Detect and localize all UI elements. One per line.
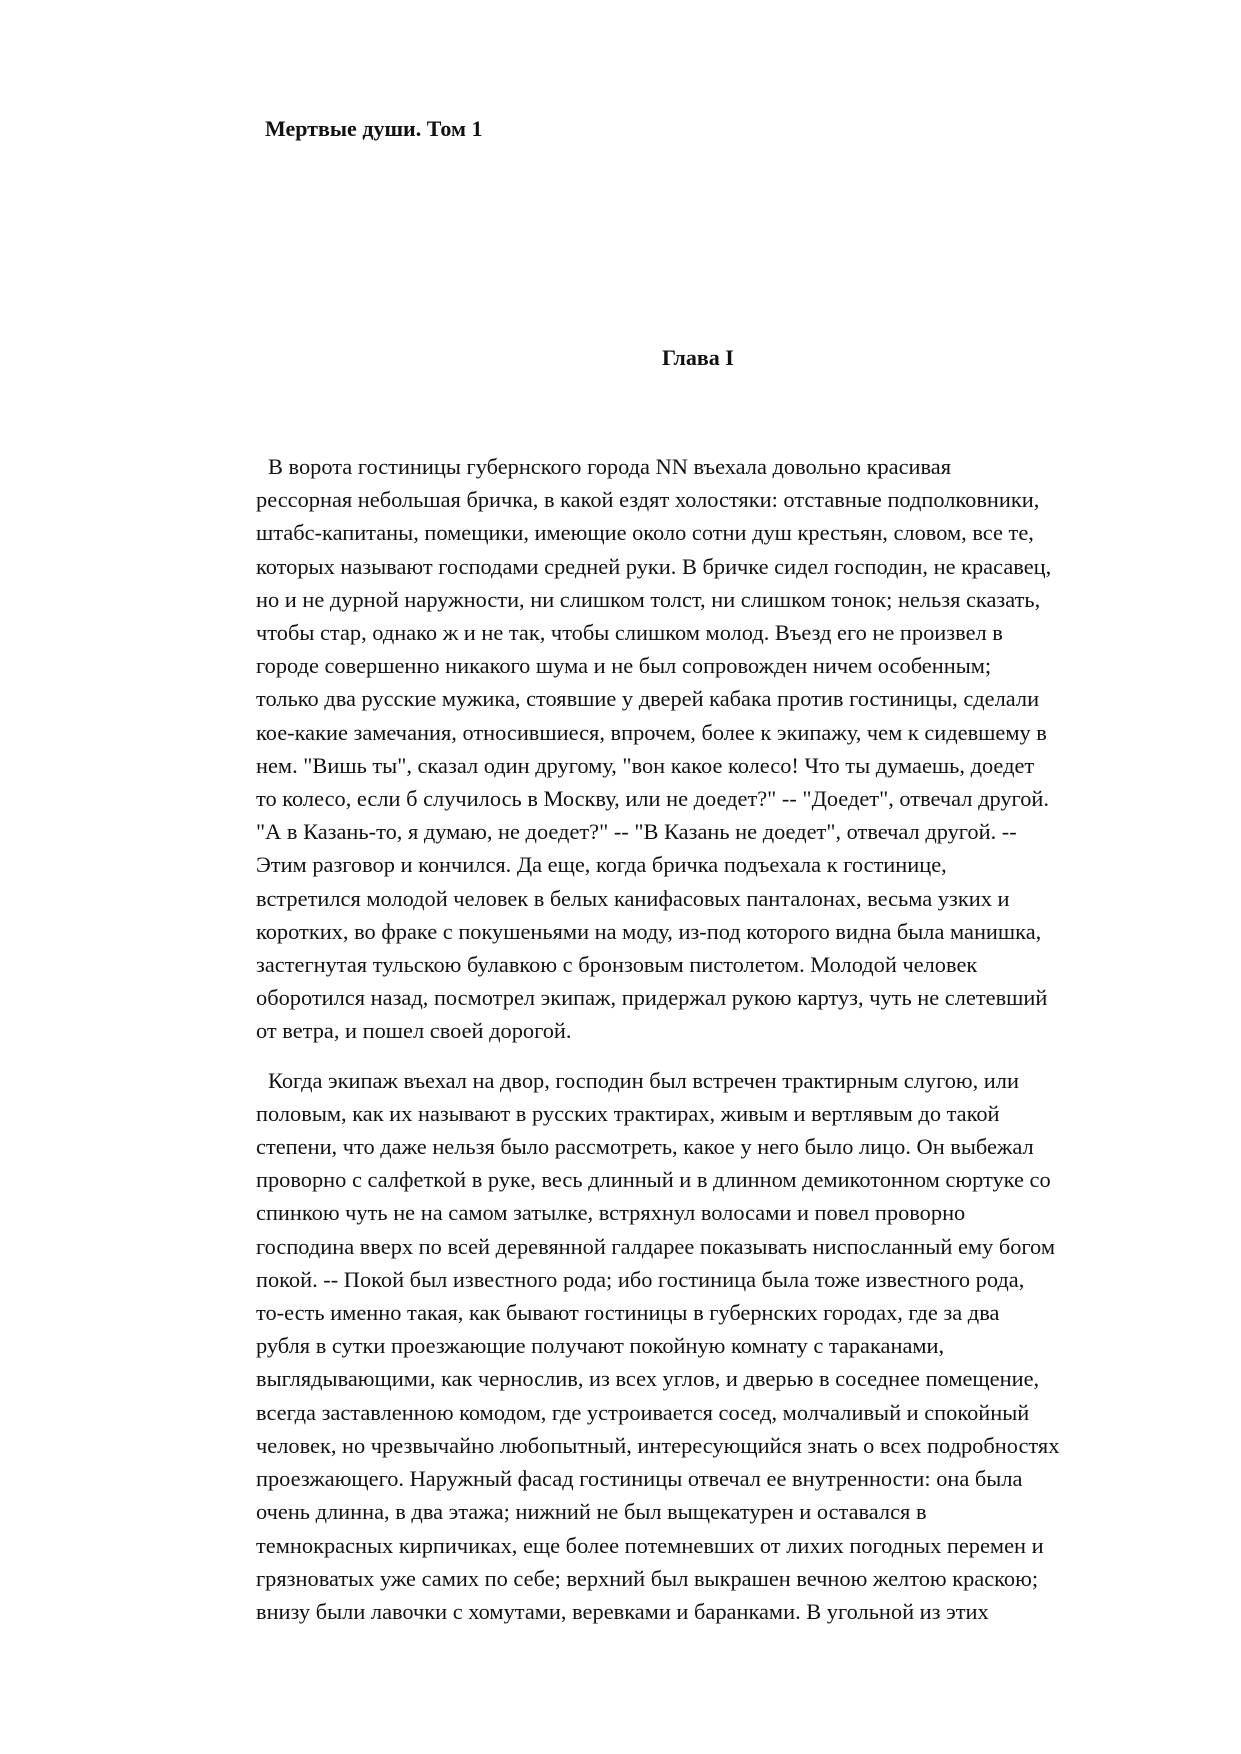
chapter-body — [256, 450, 1156, 1628]
text-line: человек, но чрезвычайно любопытный, интересующийся знать о всех подробностях — [256, 1432, 1060, 1458]
text-line: "А в Казань-то, я думаю, не доедет?" -- "В Казань не доедет", отвечал другой. -- — [256, 819, 1017, 845]
text-line: господина вверх по всей деревянной галдарее показывать ниспосланный ему богом — [256, 1233, 1055, 1259]
text-line: кое-какие замечания, относившиеся, впрочем, более к экипажу, чем к сидевшему в — [256, 719, 1047, 745]
book-title: Мертвые души. Том 1 — [265, 116, 483, 141]
text-line: чтобы стар, однако ж и не так, чтобы слишком молод. Въезд его не произвел в — [256, 620, 1003, 646]
text-line: спинкою чуть не на самом затылке, встряхнул волосами и повел проворно — [256, 1200, 966, 1226]
text-line: степени, что даже нельзя было рассмотреть, какое у него было лицо. Он выбежал — [256, 1134, 1034, 1160]
text-line: городе совершенно никакого шума и не был сопровожден ничем особенным; — [256, 653, 992, 679]
text-line: внизу были лавочки с хомутами, веревками и баранками. В угольной из этих — [256, 1598, 989, 1624]
text-line: грязноватых уже самих по себе; верхний был выкрашен вечною желтою краскою; — [256, 1565, 1039, 1591]
text-line: то-есть именно такая, как бывают гостиницы в губернских городах, где за два — [256, 1300, 1000, 1326]
chapter-title: Глава I — [662, 345, 734, 370]
text-line: которых называют господами средней руки. В бричке сидел господин, не красавец, — [256, 553, 1052, 579]
text-line: проворно с салфеткой в руке, весь длинный и в длинном демикотонном сюртуке со — [256, 1167, 1051, 1193]
text-line: рубля в сутки проезжающие получают покойную комнату с тараканами, — [256, 1333, 945, 1359]
text-line: встретился молодой человек в белых канифасовых панталонах, весьма узких и — [256, 885, 1010, 911]
text-line: проезжающего. Наружный фасад гостиницы отвечал ее внутренности: она была — [256, 1466, 1023, 1492]
text-line: то колесо, если б случилось в Москву, или не доедет?" -- "Доедет", отвечал другой. — [256, 786, 1049, 812]
text-line: коротких, во фраке с покушеньями на моду, из-под которого видна была манишка, — [256, 918, 1042, 944]
text-line: но и не дурной наружности, ни слишком толст, ни слишком тонок; нельзя сказать, — [256, 586, 1041, 612]
text-line: всегда заставленною комодом, где устроивается сосед, молчаливый и спокойный — [256, 1399, 1030, 1425]
text-line: оборотился назад, посмотрел экипаж, придержал рукою картуз, чуть не слетевший — [256, 985, 1048, 1011]
text-line: Этим разговор и кончился. Да еще, когда бричка подъехала к гостинице, — [256, 852, 947, 878]
text-line: половым, как их называют в русских трактирах, живым и вертлявым до такой — [256, 1100, 1000, 1126]
text-line: покой. -- Покой был известного рода; ибо гостиница была тоже известного рода, — [256, 1266, 1025, 1292]
text-line: нем. "Вишь ты", сказал один другому, "вон какое колесо! Что ты думаешь, доедет — [256, 752, 1035, 778]
text-line: только два русские мужика, стоявшие у дверей кабака против гостиницы, сделали — [256, 686, 1040, 712]
text-line: темнокрасных кирпичиках, еще более потемневших от лихих погодных перемен и — [256, 1532, 1044, 1558]
text-line: штабс-капитаны, помещики, имеющие около сотни душ крестьян, словом, все те, — [256, 520, 1034, 546]
text-line: Когда экипаж въехал на двор, господин был встречен трактирным слугою, или — [268, 1067, 1019, 1093]
text-line: застегнутая тульскою булавкою с бронзовым пистолетом. Молодой человек — [256, 952, 978, 978]
text-line: очень длинна, в два этажа; нижний не был выщекатурен и оставался в — [256, 1499, 927, 1525]
text-line: В ворота гостиницы губернского города NN въехала довольно красивая — [268, 454, 952, 479]
text-line: выглядывающими, как чернослив, из всех углов, и дверью в соседнее помещение, — [256, 1366, 1040, 1392]
text-line: от ветра, и пошел своей дорогой. — [256, 1018, 572, 1044]
paragraph — [256, 450, 1156, 1048]
text-line: рессорная небольшая бричка, в какой ездят холостяки: отставные подполковники, — [256, 487, 1040, 513]
paragraph — [256, 1064, 1156, 1628]
